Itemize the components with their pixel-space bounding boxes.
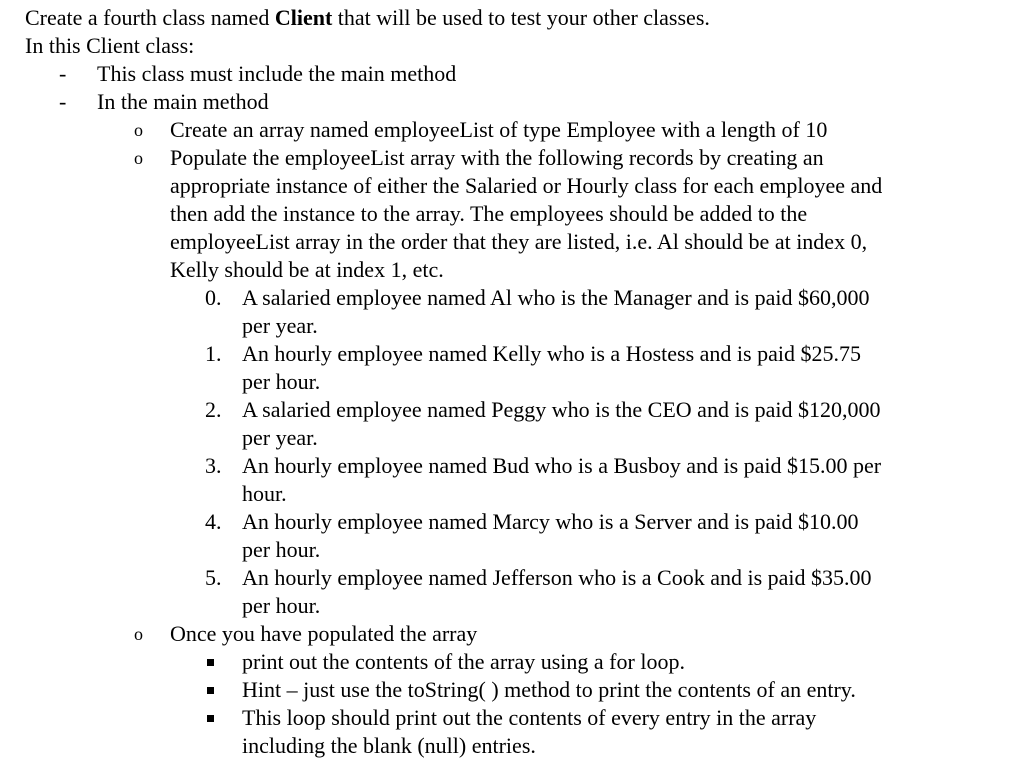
record-item <box>25 452 882 508</box>
assignment-document <box>25 4 1005 760</box>
record-item <box>25 396 882 452</box>
record-number: 3. <box>205 453 222 478</box>
record-text: An hourly employee named Kelly who is a Hostess and is paid $25.75 per hour. <box>242 341 861 394</box>
main-item-text: Once you have populated the array <box>170 621 478 646</box>
class-name-client: Client <box>274 5 333 30</box>
dash-marker: - <box>59 89 67 114</box>
record-number: 1. <box>205 341 222 366</box>
main-item <box>25 144 910 284</box>
main-item <box>25 620 910 648</box>
record-text: An hourly employee named Jefferson who is a Cook and is paid $35.00 per hour. <box>242 565 872 618</box>
print-item-text: Hint – just use the toString( ) method to print the contents of an entry. <box>242 677 856 702</box>
record-number: 4. <box>205 509 222 534</box>
record-item <box>25 564 882 620</box>
main-item-text: Populate the employeeList array with the following records by creating an appropriate instance of either the Salaried or Hourly class for each employee and then add the instance to the array. The employees should be added to the employeeList array in the order that they are listed, i.e. Al should be at index 0, Kelly should be at index 1, etc. <box>170 145 883 282</box>
record-text: An hourly employee named Bud who is a Busboy and is paid $15.00 per hour. <box>242 453 882 506</box>
record-text: A salaried employee named Al who is the Manager and is paid $60,000 per year. <box>242 285 870 338</box>
record-item <box>25 340 882 396</box>
dash-marker: - <box>59 61 67 86</box>
dash-item <box>25 88 1005 116</box>
intro-line-1 <box>25 4 1005 32</box>
square-bullet-icon <box>207 687 214 694</box>
intro-text-suffix: that will be used to test your other classes. <box>332 5 710 30</box>
dash-item-text: This class must include the main method <box>97 61 457 86</box>
print-item <box>25 676 882 704</box>
record-number: 0. <box>205 285 222 310</box>
circle-bullet-icon: o <box>134 624 143 644</box>
record-text: An hourly employee named Marcy who is a Server and is paid $10.00 per hour. <box>242 509 859 562</box>
record-item <box>25 508 882 564</box>
square-bullet-icon <box>207 715 214 722</box>
record-number: 2. <box>205 397 222 422</box>
print-item-text: print out the contents of the array using a for loop. <box>242 649 685 674</box>
record-number: 5. <box>205 565 222 590</box>
dash-item <box>25 60 1005 88</box>
main-item-text: Create an array named employeeList of type Employee with a length of 10 <box>170 117 828 142</box>
intro-line-2: In this Client class: <box>25 33 195 58</box>
square-bullet-icon <box>207 659 214 666</box>
record-item <box>25 284 882 340</box>
print-item <box>25 648 882 676</box>
circle-bullet-icon: o <box>134 120 143 140</box>
circle-bullet-icon: o <box>134 148 143 168</box>
print-item-text: This loop should print out the contents of every entry in the array including the blank (null) entries. <box>242 705 817 758</box>
print-item <box>25 704 882 760</box>
dash-item-text: In the main method <box>97 89 269 114</box>
intro-text-prefix: Create a fourth class named <box>25 5 275 30</box>
record-text: A salaried employee named Peggy who is the CEO and is paid $120,000 per year. <box>242 397 881 450</box>
main-item <box>25 116 910 144</box>
